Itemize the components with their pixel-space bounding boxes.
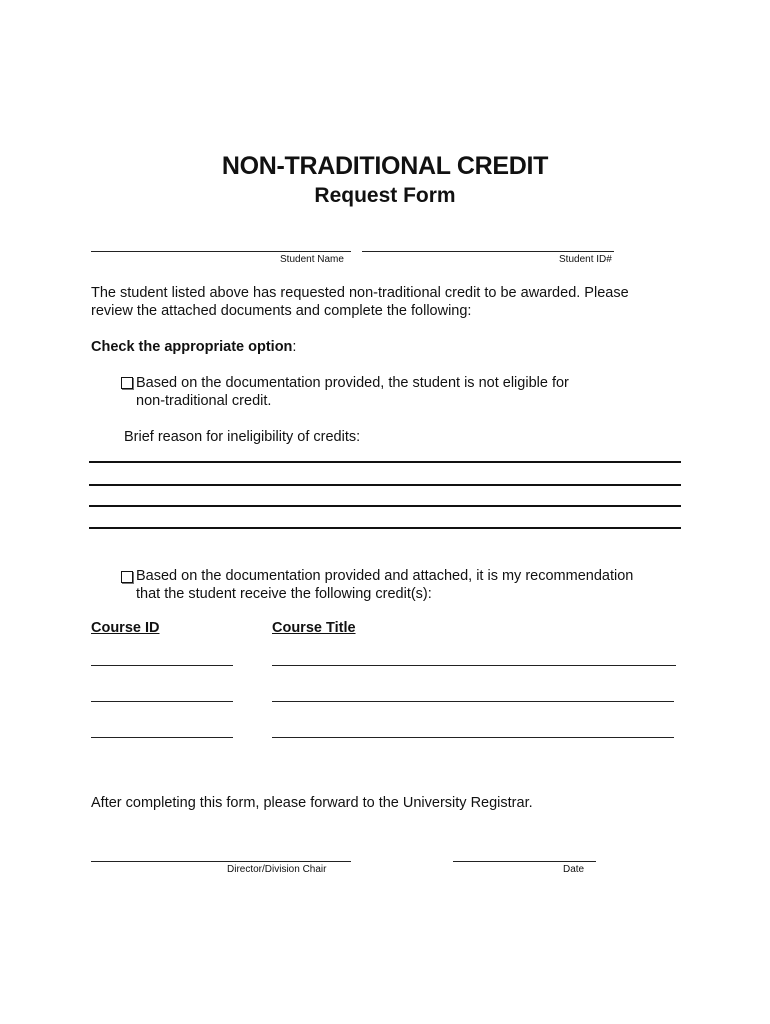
course-id-header: Course ID [91, 620, 160, 636]
intro-line-1: The student listed above has requested non-traditional credit to be awarded. Please [91, 285, 629, 301]
student-name-label: Student Name [280, 254, 344, 265]
option1-line-2: non-traditional credit. [136, 393, 272, 409]
form-subtitle: Request Form [314, 184, 456, 207]
form-title: NON-TRADITIONAL CREDIT [221, 152, 549, 180]
ineligible-checkbox[interactable] [121, 377, 133, 389]
course-title-line-2[interactable] [272, 701, 674, 702]
director-signature-line[interactable] [91, 861, 351, 862]
reason-line-3[interactable] [89, 505, 681, 507]
course-title-line-3[interactable] [272, 737, 674, 738]
date-line[interactable] [453, 861, 596, 862]
recommend-checkbox[interactable] [121, 571, 133, 583]
intro-line-2: review the attached documents and complete the following: [91, 303, 472, 319]
student-id-line[interactable] [362, 251, 614, 252]
check-heading-colon: : [292, 339, 297, 355]
course-id-line-3[interactable] [91, 737, 233, 738]
course-id-line-2[interactable] [91, 701, 233, 702]
date-label: Date [563, 864, 585, 875]
reason-label: Brief reason for ineligibility of credits: [124, 429, 361, 445]
check-heading-text: Check the appropriate option [91, 339, 293, 355]
option2-line-2: that the student receive the following credit(s): [136, 586, 432, 602]
reason-line-1[interactable] [89, 461, 681, 463]
student-id-label: Student ID# [559, 254, 612, 265]
student-name-line[interactable] [91, 251, 351, 252]
director-label: Director/Division Chair [227, 864, 327, 875]
course-title-header: Course Title [272, 620, 356, 636]
option1-line-1: Based on the documentation provided, the student is not eligible for [136, 375, 569, 391]
option2-line-1: Based on the documentation provided and attached, it is my recommendation [136, 568, 634, 584]
reason-line-4[interactable] [89, 527, 681, 529]
reason-line-2[interactable] [89, 484, 681, 486]
course-title-line-1[interactable] [272, 665, 676, 666]
forward-instruction: After completing this form, please forward to the University Registrar. [91, 795, 533, 811]
course-id-line-1[interactable] [91, 665, 233, 666]
check-heading [91, 338, 296, 356]
